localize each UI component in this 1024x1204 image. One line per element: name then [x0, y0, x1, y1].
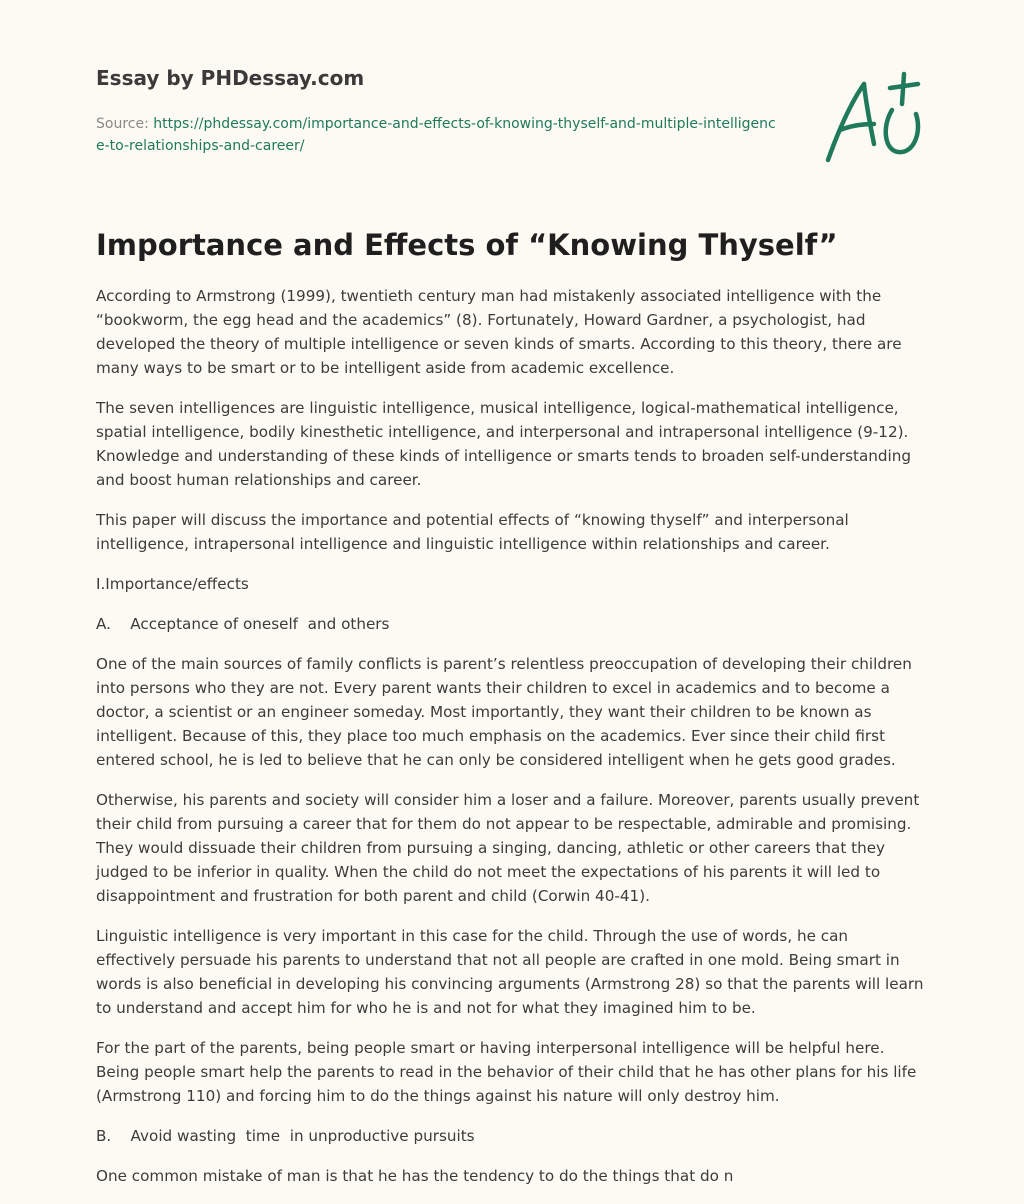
source-line [96, 113, 776, 157]
brand-name: Essay by PHDessay.com [96, 66, 365, 90]
subsection-heading: B. Avoid wasting time in unproductive pursuits [96, 1127, 475, 1145]
paragraph: According to Armstrong (1999), twentieth century man had mistakenly associated intelligence with the “bookworm, the egg head and the academics” (8). Fortunately, Howard Gardner, a psychologist, had developed the theory of multiple intelligence or seven kinds of smarts. According to this theory, there are many ways to be smart or to be intelligent aside from academic excellence. [96, 287, 902, 377]
a-plus-grade-icon-svg [820, 70, 924, 164]
section-heading: I.Importance/effects [96, 575, 249, 593]
paragraph: The seven intelligences are linguistic intelligence, musical intelligence, logical-mathematical intelligence, spatial intelligence, bodily kinesthetic intelligence, and interpersonal and intrapersonal intelligence (9-12). Knowledge and understanding of these kinds of intelligence or smarts tends to broaden self-understanding and boost human relationships and career. [96, 399, 912, 489]
source-label: Source: [96, 116, 154, 132]
subsection-heading: A. Acceptance of oneself and others [96, 615, 390, 633]
source-link[interactable]: https://phdessay.com/importance-and-effects-of-knowing-thyself-and-multiple-intelligence-to-relationships-and-career/ [96, 116, 776, 154]
paragraph: Linguistic intelligence is very important in this case for the child. Through the use of words, he can effectively persuade his parents to understand that not all people are crafted in one mold. Being smart in words is also beneficial in developing his convincing arguments (Armstrong 28) so that the parents will learn to understand and accept him for who he is and not for what they imagined him to be. [96, 927, 924, 1017]
paragraph: One common mistake of man is that he has the tendency to do the things that do n [96, 1167, 734, 1185]
a-plus-grade-icon [820, 70, 924, 164]
paragraph: This paper will discuss the importance and potential effects of “knowing thyself” and interpersonal intelligence, intrapersonal intelligence and linguistic intelligence within relationships and career. [96, 511, 849, 553]
paragraph: For the part of the parents, being people smart or having interpersonal intelligence will be helpful here. Being people smart help the parents to read in the behavior of their child that he has other plans for his life (Armstrong 110) and forcing him to do the things against his nature will only destroy him. [96, 1039, 917, 1105]
article-body [96, 284, 926, 1204]
article-title: Importance and Effects of “Knowing Thyself” [96, 228, 838, 262]
paragraph: One of the main sources of family conflicts is parent’s relentless preoccupation of developing their children into persons who they are not. Every parent wants their children to excel in academics and to become a doctor, a scientist or an engineer someday. Most importantly, they want their children to be known as intelligent. Because of this, they place too much emphasis on the academics. Ever since their child first entered school, he is led to believe that he can only be considered intelligent when he gets good grades. [96, 655, 912, 769]
paragraph: Otherwise, his parents and society will consider him a loser and a failure. Moreover, parents usually prevent their child from pursuing a career that for them do not appear to be respectable, admirable and promising. They would dissuade their children from pursuing a singing, dancing, athletic or other careers that they judged to be inferior in quality. When the child do not meet the expectations of his parents it will led to disappointment and frustration for both parent and child (Corwin 40-41). [96, 791, 920, 905]
